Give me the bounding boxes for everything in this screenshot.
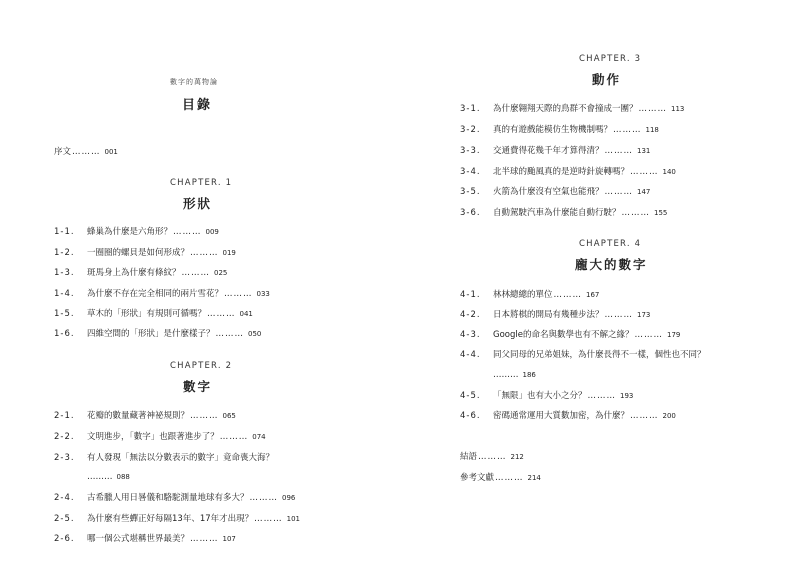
entry-page: 214	[527, 474, 541, 482]
toc-entry-4-1[interactable]	[460, 289, 599, 301]
entry-number: 2-4.	[54, 493, 75, 503]
entry-page: 074	[252, 433, 266, 441]
entry-number: 4-5.	[460, 391, 481, 401]
entry-number: 2-2.	[54, 432, 75, 442]
toc-entry-1-5[interactable]	[54, 308, 253, 320]
entry-leader: ………	[87, 472, 113, 482]
entry-page: 101	[286, 515, 301, 523]
chapter-3-label: CHAPTER. 3	[579, 54, 642, 64]
entry-page: 140	[662, 168, 676, 176]
book-title: 數字的萬物論	[170, 78, 218, 86]
toc-entry-3-2[interactable]	[460, 124, 659, 136]
entry-leader: ………	[478, 452, 507, 462]
toc-entry-3-6[interactable]	[460, 207, 667, 219]
entry-title: 林林總總的單位	[493, 290, 553, 300]
entry-leader: ………	[604, 146, 634, 156]
entry-page: 041	[239, 310, 253, 318]
entry-page: 186	[522, 371, 536, 379]
entry-leader: ………	[621, 208, 651, 218]
toc-title: 目錄	[182, 98, 213, 113]
toc-entry-afterword[interactable]	[460, 451, 524, 463]
entry-number: 4-3.	[460, 330, 481, 340]
chapter-1-title: 形狀	[183, 196, 213, 211]
entry-page: 096	[282, 494, 296, 502]
entry-leader: ………	[634, 330, 663, 340]
entry-leader: ………	[613, 125, 642, 135]
entry-page: 009	[205, 228, 219, 236]
toc-entry-references[interactable]	[460, 472, 541, 484]
entry-title: 北半球的颱風真的是逆時針旋轉嗎？	[493, 167, 630, 177]
entry-title: 哪一個公式堪稱世界最美？	[87, 534, 190, 544]
entry-leader: ………	[604, 187, 634, 197]
chapter-4-title: 龐大的數字	[575, 257, 648, 272]
entry-title: 真的有遊戲能模仿生物機制嗎？	[493, 125, 613, 135]
toc-entry-2-3[interactable]	[54, 452, 274, 464]
entry-number: 1-3.	[54, 268, 75, 278]
toc-entry-preface[interactable]	[54, 146, 118, 158]
entry-page: 155	[654, 209, 668, 217]
entry-page: 167	[586, 291, 600, 299]
entry-leader: ………	[173, 227, 202, 237]
entry-page: 065	[222, 412, 236, 420]
chapter-2-title: 數字	[183, 379, 213, 394]
entry-page: 050	[248, 330, 262, 338]
entry-title: 參考文獻	[460, 473, 495, 483]
entry-number: 2-3.	[54, 453, 75, 463]
toc-entry-3-1[interactable]	[460, 103, 684, 115]
entry-title: 為什麼翱翔天際的鳥群不會撞成一團？	[493, 104, 638, 114]
chapter-3-title: 動作	[592, 72, 622, 87]
toc-entry-2-2[interactable]	[54, 431, 266, 443]
toc-entry-1-6[interactable]	[54, 328, 261, 340]
entry-number: 3-3.	[460, 146, 481, 156]
entry-leader: ………	[181, 268, 211, 278]
entry-number: 3-6.	[460, 208, 481, 218]
entry-number: 1-5.	[54, 309, 75, 319]
chapter-4-label: CHAPTER. 4	[579, 239, 642, 249]
entry-title: 有人發現「無法以分數表示的數字」竟命喪大海？	[87, 453, 275, 463]
entry-page: 200	[662, 412, 676, 420]
entry-title: 古希臘人用日晷儀和駱駝測量地球有多大？	[87, 493, 249, 503]
toc-entry-3-3[interactable]	[460, 145, 650, 157]
entry-number: 4-1.	[460, 290, 481, 300]
entry-number: 3-2.	[460, 125, 481, 135]
toc-entry-2-1[interactable]	[54, 410, 236, 422]
entry-number: 3-1.	[460, 104, 481, 114]
entry-leader: ………	[190, 411, 219, 421]
entry-number: 2-5.	[54, 514, 75, 524]
entry-title: 日本將棋的開局有幾種步法？	[493, 310, 604, 320]
entry-title: 「無限」也有大小之分？	[493, 391, 587, 401]
entry-title: 一圈圈的螺貝是如何形成？	[87, 248, 190, 258]
entry-title: 同父同母的兄弟姐妹，為什麼長得不一樣，個性也不同？	[493, 350, 706, 360]
toc-entry-2-6[interactable]	[54, 533, 236, 545]
entry-leader: ………	[207, 309, 236, 319]
entry-title: 文明進步，「數字」也跟著進步了？	[87, 432, 219, 442]
toc-entry-3-5[interactable]	[460, 186, 650, 198]
entry-leader: ………	[587, 391, 617, 401]
entry-leader: ………	[215, 329, 245, 339]
toc-entry-4-2[interactable]	[460, 309, 650, 321]
entry-leader: ………	[190, 248, 219, 258]
entry-page: 025	[214, 269, 228, 277]
entry-number: 1-6.	[54, 329, 75, 339]
entry-page: 147	[637, 188, 651, 196]
entry-page: 118	[645, 126, 659, 134]
entry-leader: ………	[254, 514, 283, 524]
entry-number: 3-5.	[460, 187, 481, 197]
toc-entry-4-5[interactable]	[460, 390, 633, 402]
entry-title: 四維空間的「形狀」是什麼樣子？	[87, 329, 215, 339]
entry-page: 019	[222, 249, 236, 257]
entry-number: 2-6.	[54, 534, 75, 544]
entry-leader: ………	[493, 370, 519, 380]
entry-number: 4-6.	[460, 411, 481, 421]
entry-title: 為什麼有些蟬正好每隔13年、17年才出現？	[87, 514, 254, 524]
toc-entry-2-4[interactable]	[54, 492, 295, 504]
entry-title: 花瓣的數量藏著神祕規則？	[87, 411, 190, 421]
entry-title: 密碼通常運用大質數加密，為什麼？	[493, 411, 630, 421]
entry-number: 1-2.	[54, 248, 75, 258]
toc-entry-1-3[interactable]	[54, 267, 227, 279]
entry-leader: ………	[219, 432, 249, 442]
entry-leader: ………	[72, 147, 101, 157]
entry-page: 113	[671, 105, 685, 113]
right-page	[400, 0, 799, 588]
entry-number: 3-4.	[460, 167, 481, 177]
entry-page: 179	[666, 331, 681, 339]
entry-number: 1-4.	[54, 289, 75, 299]
toc-entry-2-3-continuation[interactable]	[87, 471, 130, 483]
toc-entry-4-3[interactable]	[460, 329, 680, 341]
entry-leader: ………	[224, 289, 253, 299]
entry-number: 4-4.	[460, 350, 481, 360]
entry-page: 173	[637, 311, 651, 319]
entry-page: 033	[256, 290, 270, 298]
entry-leader: ………	[630, 411, 659, 421]
toc-entry-3-4[interactable]	[460, 166, 676, 178]
entry-title: 蜂巢為什麼是六角形？	[87, 227, 173, 237]
entry-page: 131	[637, 147, 651, 155]
toc-entry-1-2[interactable]	[54, 247, 236, 259]
entry-title: 草木的「形狀」有規則可循嗎？	[87, 309, 207, 319]
entry-leader: ………	[553, 290, 583, 300]
chapter-1-label: CHAPTER. 1	[170, 178, 233, 188]
entry-leader: ………	[604, 310, 634, 320]
entry-title: 為什麼不存在完全相同的兩片雪花？	[87, 289, 224, 299]
entry-leader: ………	[638, 104, 668, 114]
toc-entry-1-1[interactable]	[54, 226, 219, 238]
entry-number: 4-2.	[460, 310, 481, 320]
entry-page: 193	[620, 392, 634, 400]
entry-page: 107	[222, 535, 236, 543]
entry-title: 自動駕駛汽車為什麼能自動行駛？	[493, 208, 621, 218]
entry-leader: ………	[630, 167, 659, 177]
toc-entry-4-6[interactable]	[460, 410, 676, 422]
entry-title: 斑馬身上為什麼有條紋？	[87, 268, 181, 278]
entry-leader: ………	[249, 493, 279, 503]
entry-leader: ………	[495, 473, 524, 483]
entry-title: Google的命名與數學也有不解之緣？	[493, 330, 634, 340]
entry-title: 交通費得花幾千年才算得清？	[493, 146, 604, 156]
entry-title: 火箭為什麼沒有空氣也能飛？	[493, 187, 604, 197]
entry-number: 1-1.	[54, 227, 75, 237]
toc-entry-4-4[interactable]	[460, 349, 706, 361]
toc-entry-1-4[interactable]	[54, 288, 270, 300]
entry-page: 088	[116, 473, 130, 481]
entry-page: 212	[510, 453, 524, 461]
entry-number: 2-1.	[54, 411, 75, 421]
toc-entry-4-4-continuation[interactable]	[493, 369, 536, 381]
toc-entry-2-5[interactable]	[54, 513, 300, 525]
chapter-2-label: CHAPTER. 2	[170, 361, 233, 371]
entry-title: 序文	[54, 147, 72, 157]
entry-page: 001	[104, 148, 118, 156]
entry-leader: ………	[190, 534, 219, 544]
entry-title: 結語	[460, 452, 478, 462]
